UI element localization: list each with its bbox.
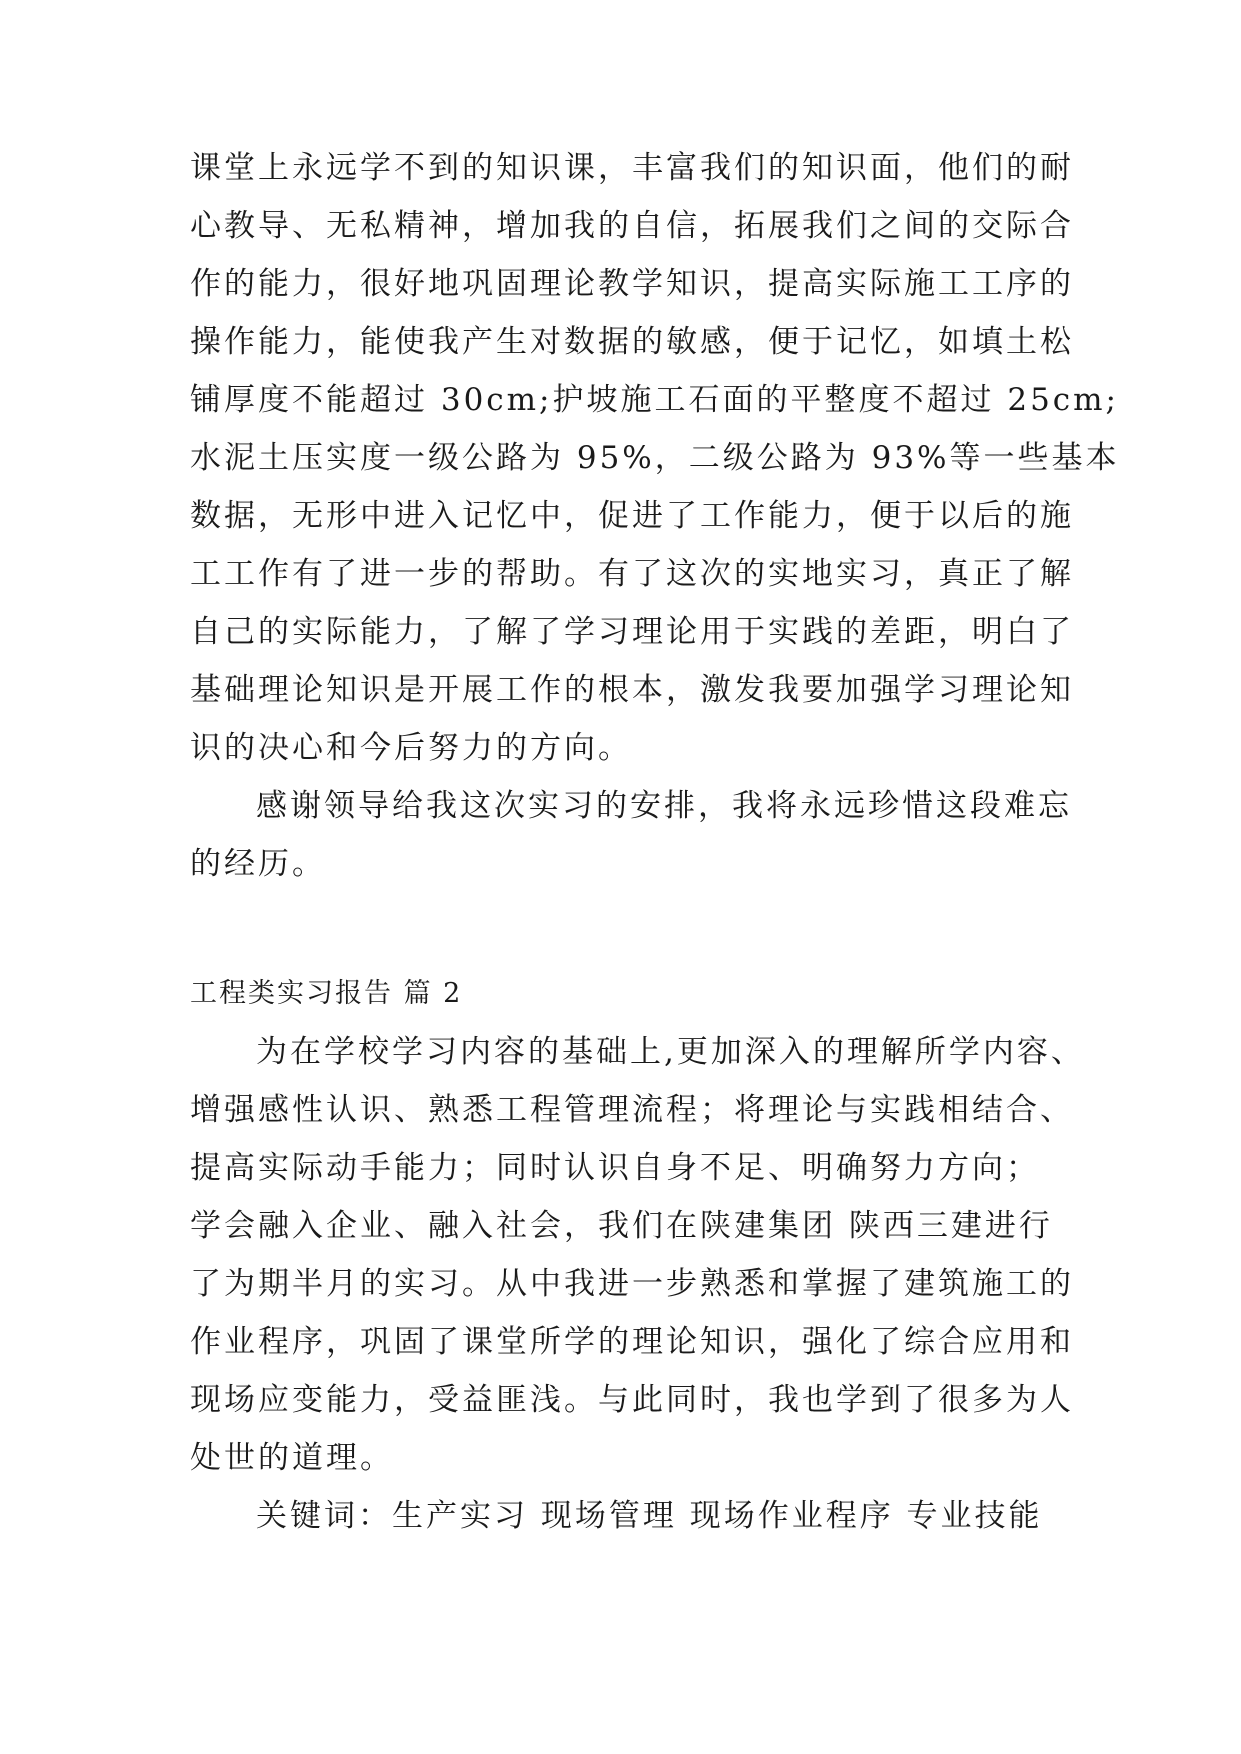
text-line: 感谢领导给我这次实习的安排，我将永远珍惜这段难忘	[256, 788, 1072, 824]
text-line: 为在学校学习内容的基础上,更加深入的理解所学内容、	[256, 1034, 1085, 1070]
text-line: 自己的实际能力，了解了学习理论用于实践的差距，明白了	[190, 614, 1074, 650]
text-line: 增强感性认识、熟悉工程管理流程；将理论与实践相结合、	[190, 1092, 1074, 1128]
text-line: 识的决心和今后努力的方向。	[190, 730, 632, 766]
text-line: 作的能力，很好地巩固理论教学知识，提高实际施工工序的	[190, 266, 1074, 302]
text-line: 了为期半月的实习。从中我进一步熟悉和掌握了建筑施工的	[190, 1266, 1074, 1302]
text-line: 铺厚度不能超过 30cm;护坡施工石面的平整度不超过 25cm;	[190, 382, 1120, 418]
text-line: 课堂上永远学不到的知识课，丰富我们的知识面，他们的耐	[190, 150, 1074, 186]
text-line: 工工作有了进一步的帮助。有了这次的实地实习，真正了解	[190, 556, 1074, 592]
text-line: 水泥土压实度一级公路为 95%，二级公路为 93%等一些基本	[190, 440, 1120, 476]
text-line: 操作能力，能使我产生对数据的敏感，便于记忆，如填土松	[190, 324, 1074, 360]
paragraph-thanks	[190, 777, 1070, 893]
text-line: 现场应变能力，受益匪浅。与此同时，我也学到了很多为人	[190, 1382, 1074, 1418]
text-line: 基础理论知识是开展工作的根本，激发我要加强学习理论知	[190, 672, 1074, 708]
section-heading	[190, 965, 1070, 1023]
text-line: 数据，无形中进入记忆中，促进了工作能力，便于以后的施	[190, 498, 1074, 534]
text-line: 的经历。	[190, 846, 326, 882]
paragraph-continuation	[190, 139, 1120, 777]
text-line: 心教导、无私精神，增加我的自信，拓展我们之间的交际合	[190, 208, 1074, 244]
heading-text: 工程类实习报告 篇 2	[190, 978, 463, 1009]
keywords-text: 关键词：生产实习 现场管理 现场作业程序 专业技能	[256, 1498, 1043, 1534]
text-line: 提高实际动手能力；同时认识自身不足、明确努力方向；	[190, 1150, 1040, 1186]
paragraph-intro	[190, 1023, 1085, 1487]
text-line: 学会融入企业、融入社会，我们在陕建集团 陕西三建进行	[190, 1208, 1053, 1244]
keywords-paragraph	[190, 1487, 1070, 1545]
text-line: 处世的道理。	[190, 1440, 394, 1476]
text-line: 作业程序，巩固了课堂所学的理论知识，强化了综合应用和	[190, 1324, 1074, 1360]
